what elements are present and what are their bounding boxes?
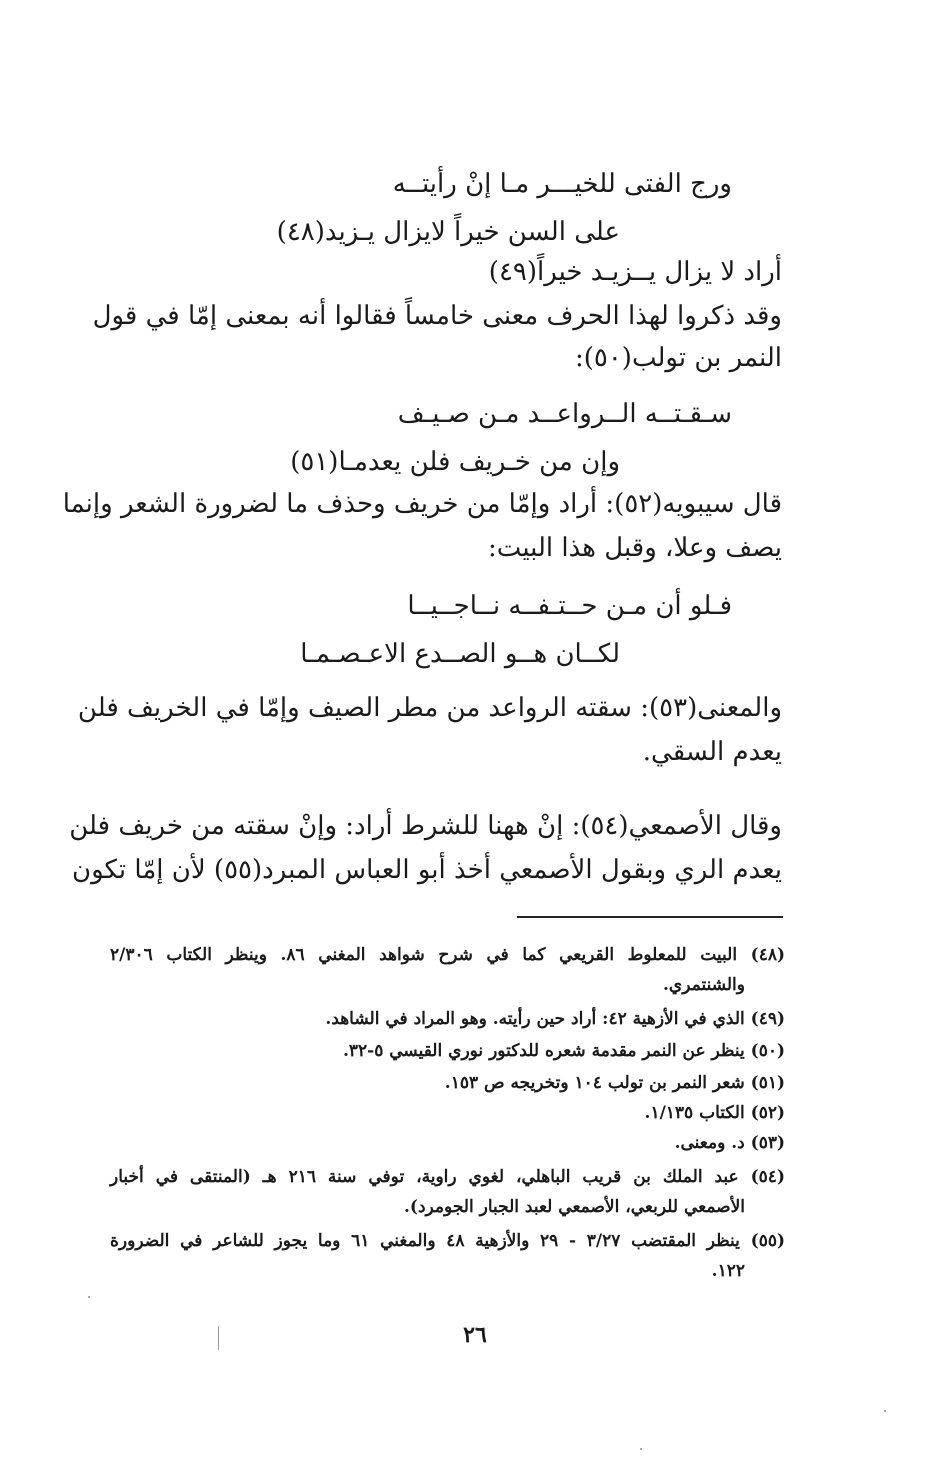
footnote-54-cont: الأصمعي للربعي، الأصمعي لعبد الجبار الجومرد). [404, 1197, 745, 1217]
body-line: يعدم الري وبقول الأصمعي أخذ أبو العباس المبرد(٥٥) لأن إمّا تكون [72, 855, 782, 885]
body-line: والمعنى(٥٣): سقته الرواعد من مطر الصيف وإمّا في الخريف فلن [77, 693, 782, 723]
body-line: وقد ذكروا لهذا الحرف معنى خامساً فقالوا أنه بمعنى إمّا في قول [92, 301, 782, 331]
footnote-50: (٥٠) ينظر عن النمر مقدمة شعره للدكتور نوري القيسي ٥-٣٢. [342, 1041, 785, 1061]
verse-line-3-first: فـلو أن مـن حــتـفــه نــاجــيــا [407, 591, 732, 621]
footnote-55: (٥٥) ينظر المقتضب ٣/٢٧ - ٢٩ والأزهية ٤٨ والمغني ٦١ وما يجوز للشاعر في الضرورة [110, 1231, 785, 1251]
page-number: ٢٦ [463, 1322, 487, 1348]
footnote-48: (٤٨) البيت للمعلوط القريعي كما في شرح شواهد المغني ٨٦. وينظر الكتاب ٢/٣٠٦ [110, 945, 785, 965]
body-line: النمر بن تولب(٥٠): [574, 343, 782, 373]
footnote-55-cont: ١٢٢. [711, 1261, 745, 1281]
verse-line-3-second: لكــان هــو الصــدع الاعـصـمـا [300, 639, 620, 669]
scan-speck [88, 1296, 90, 1298]
scan-speck [640, 1448, 642, 1450]
body-line: يعدم السقي. [642, 737, 782, 767]
body-line: يصف وعلا، وقبل هذا البيت: [488, 533, 782, 563]
footnote-48-cont: والشنتمري. [663, 975, 745, 995]
scan-speck [884, 1410, 886, 1412]
verse-line-2-second: وإن من خـريف فلن يعدمـا(٥١) [290, 447, 620, 477]
verse-line-1-second: على السن خيراً لايزال يـزيد(٤٨) [276, 217, 620, 247]
footnote-49: (٤٩) الذي في الأزهية ٤٢: أراد حين رأيته. وهو المراد في الشاهد. [325, 1009, 785, 1029]
verse-line-1-first: ورج الفتى للخيـــر مـا إنْ رأيتــه [392, 169, 732, 199]
footnote-53: (٥٣) د. ومعنى. [674, 1133, 785, 1153]
footnote-51: (٥١) شعر النمر بن تولب ١٠٤ وتخريجه ص ١٥٣. [444, 1073, 785, 1093]
scan-mark [218, 1326, 219, 1350]
footnote-54: (٥٤) عبد الملك بن قريب الباهلي، لغوي راوية، توفي سنة ٢١٦ هـ (المنتقى في أخبار [110, 1167, 785, 1187]
verse-line-2-first: سـقـتــه الــرواعــد مـن صـيـف [397, 399, 732, 429]
body-line: أراد لا يزال يــزيـد خيراً(٤٩) [488, 257, 782, 287]
body-line: وقال الأصمعي(٥٤): إنْ ههنا للشرط أراد: وإنْ سقته من خريف فلن [69, 811, 782, 841]
footnote-52: (٥٢) الكتاب ١/١٣٥. [644, 1103, 785, 1123]
footnote-separator [517, 916, 783, 918]
body-line: قال سيبويه(٥٢): أراد وإمّا من خريف وحذف ما لضرورة الشعر وإنما [62, 489, 782, 519]
